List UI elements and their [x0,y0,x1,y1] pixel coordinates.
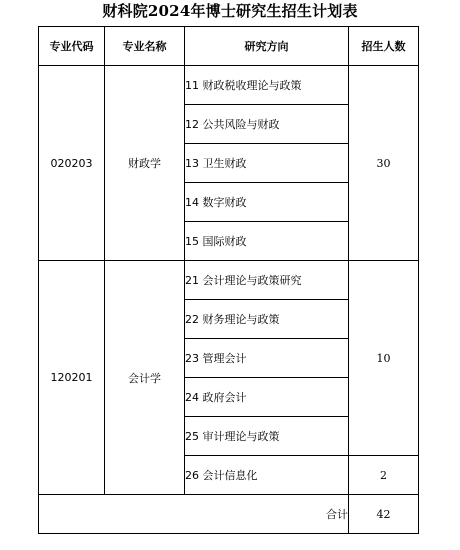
header-count: 招生人数 [349,27,419,66]
major-name: 财政学 [105,66,185,261]
direction-cell: 14 数字财政 [185,183,349,222]
major-name: 会计学 [105,261,185,495]
enrollment-plan-table [38,26,419,534]
direction-cell: 12 公共风险与财政 [185,105,349,144]
page-title: 财科院2024年博士研究生招生计划表 [102,2,358,20]
table-header-row [39,27,419,66]
table-row [39,261,419,300]
direction-cell: 24 政府会计 [185,378,349,417]
major-code: 020203 [39,66,105,261]
direction-cell: 23 管理会计 [185,339,349,378]
total-row [39,495,419,534]
direction-cell: 15 国际财政 [185,222,349,261]
direction-cell: 26 会计信息化 [185,456,349,495]
direction-cell: 13 卫生财政 [185,144,349,183]
direction-cell: 21 会计理论与政策研究 [185,261,349,300]
direction-cell: 22 财务理论与政策 [185,300,349,339]
enrollment-count: 2 [349,456,419,495]
header-code: 专业代码 [39,27,105,66]
direction-cell: 25 审计理论与政策 [185,417,349,456]
direction-cell: 11 财政税收理论与政策 [185,66,349,105]
table-row [39,66,419,105]
major-code: 120201 [39,261,105,495]
enrollment-count: 30 [349,66,419,261]
total-value: 42 [349,495,419,534]
header-direction: 研究方向 [185,27,349,66]
total-label: 合计 [39,495,349,534]
header-name: 专业名称 [105,27,185,66]
enrollment-count: 10 [349,261,419,456]
